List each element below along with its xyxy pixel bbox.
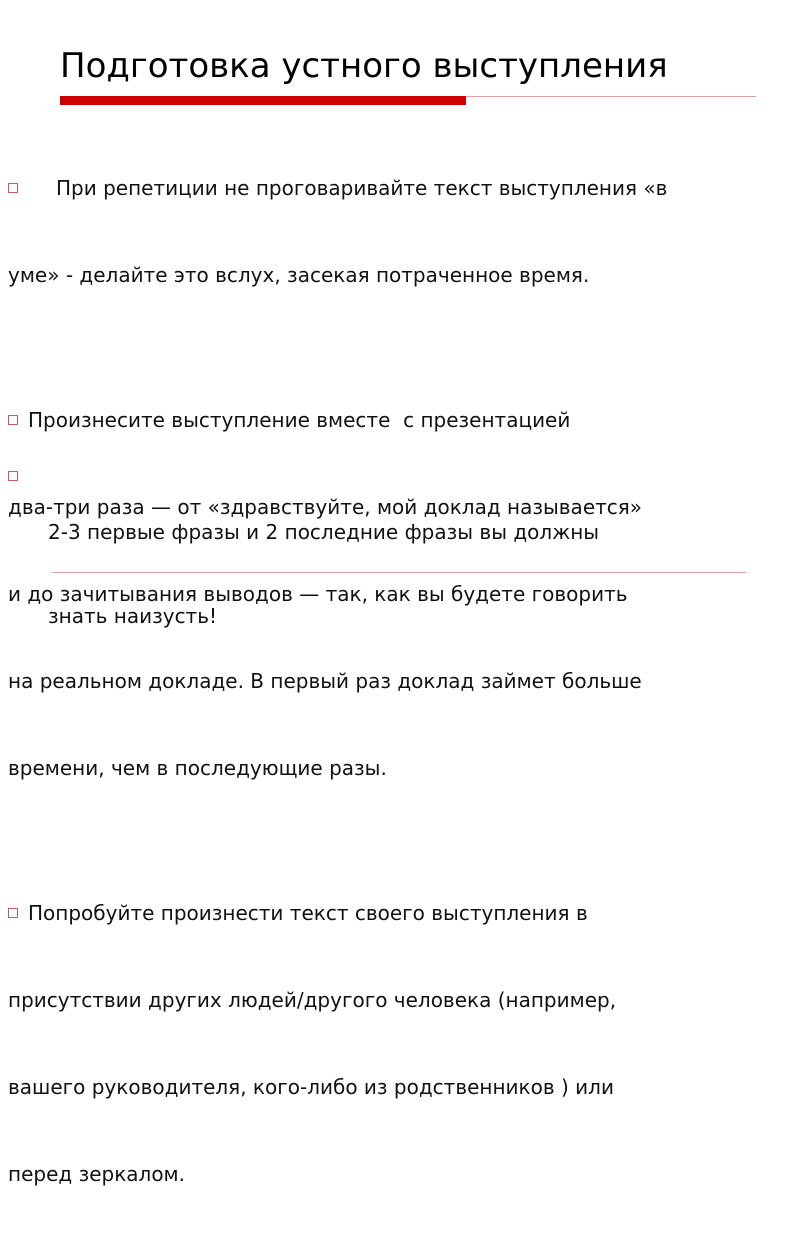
paragraph-line-text: 2-3 первые фразы и 2 последние фразы вы должны bbox=[48, 520, 600, 544]
paragraph-line-text: При репетиции не проговаривайте текст выступления «в bbox=[56, 176, 668, 200]
paragraph-line bbox=[8, 174, 794, 203]
paragraph-line-text: перед зеркалом. bbox=[8, 1162, 186, 1186]
paragraph-line-text: и до зачитывания выводов — так, как вы будете говорить bbox=[8, 582, 628, 606]
paragraph-line-text: вашего руководителя, кого-либо из родственников ) или bbox=[8, 1075, 614, 1099]
slide-title: Подготовка устного выступления bbox=[60, 46, 668, 86]
paragraph-line-text: присутствии других людей/другого человека (например, bbox=[8, 988, 617, 1012]
paragraph-line-text: знать наизусть! bbox=[48, 604, 218, 628]
paragraph-line bbox=[8, 261, 794, 290]
bullet-paragraph-4 bbox=[8, 462, 768, 686]
paragraph-line-text: два-три раза — от «здравствуйте, мой доклад называется» bbox=[8, 495, 643, 519]
paragraph-line bbox=[8, 1160, 794, 1189]
paragraph-lines bbox=[48, 462, 768, 686]
paragraph-line-text: уме» - делайте это вслух, засекая потраченное время. bbox=[8, 263, 590, 287]
paragraph-line bbox=[8, 406, 794, 435]
hollow-square-bullet-icon bbox=[8, 183, 18, 193]
hollow-square-bullet-icon bbox=[8, 471, 18, 481]
paragraph-line-text: на реальном докладе. В первый раз доклад займет больше bbox=[8, 669, 642, 693]
title-underline-accent bbox=[60, 96, 466, 105]
bullet-paragraph-3 bbox=[8, 841, 794, 1247]
paragraph-line bbox=[8, 986, 794, 1015]
paragraph-line bbox=[8, 899, 794, 928]
bullet-paragraph-1 bbox=[8, 116, 794, 348]
paragraph-line-text: времени, чем в последующие разы. bbox=[8, 756, 387, 780]
paragraph-line-text: Произнесите выступление вместе с презентацией bbox=[28, 408, 571, 432]
hollow-square-bullet-icon bbox=[8, 908, 18, 918]
hollow-square-bullet-icon bbox=[8, 415, 18, 425]
paragraph-line-text: Попробуйте произнести текст своего выступления в bbox=[28, 901, 588, 925]
footer-divider bbox=[52, 572, 746, 573]
paragraph-line bbox=[8, 1073, 794, 1102]
paragraph-line bbox=[8, 754, 794, 783]
